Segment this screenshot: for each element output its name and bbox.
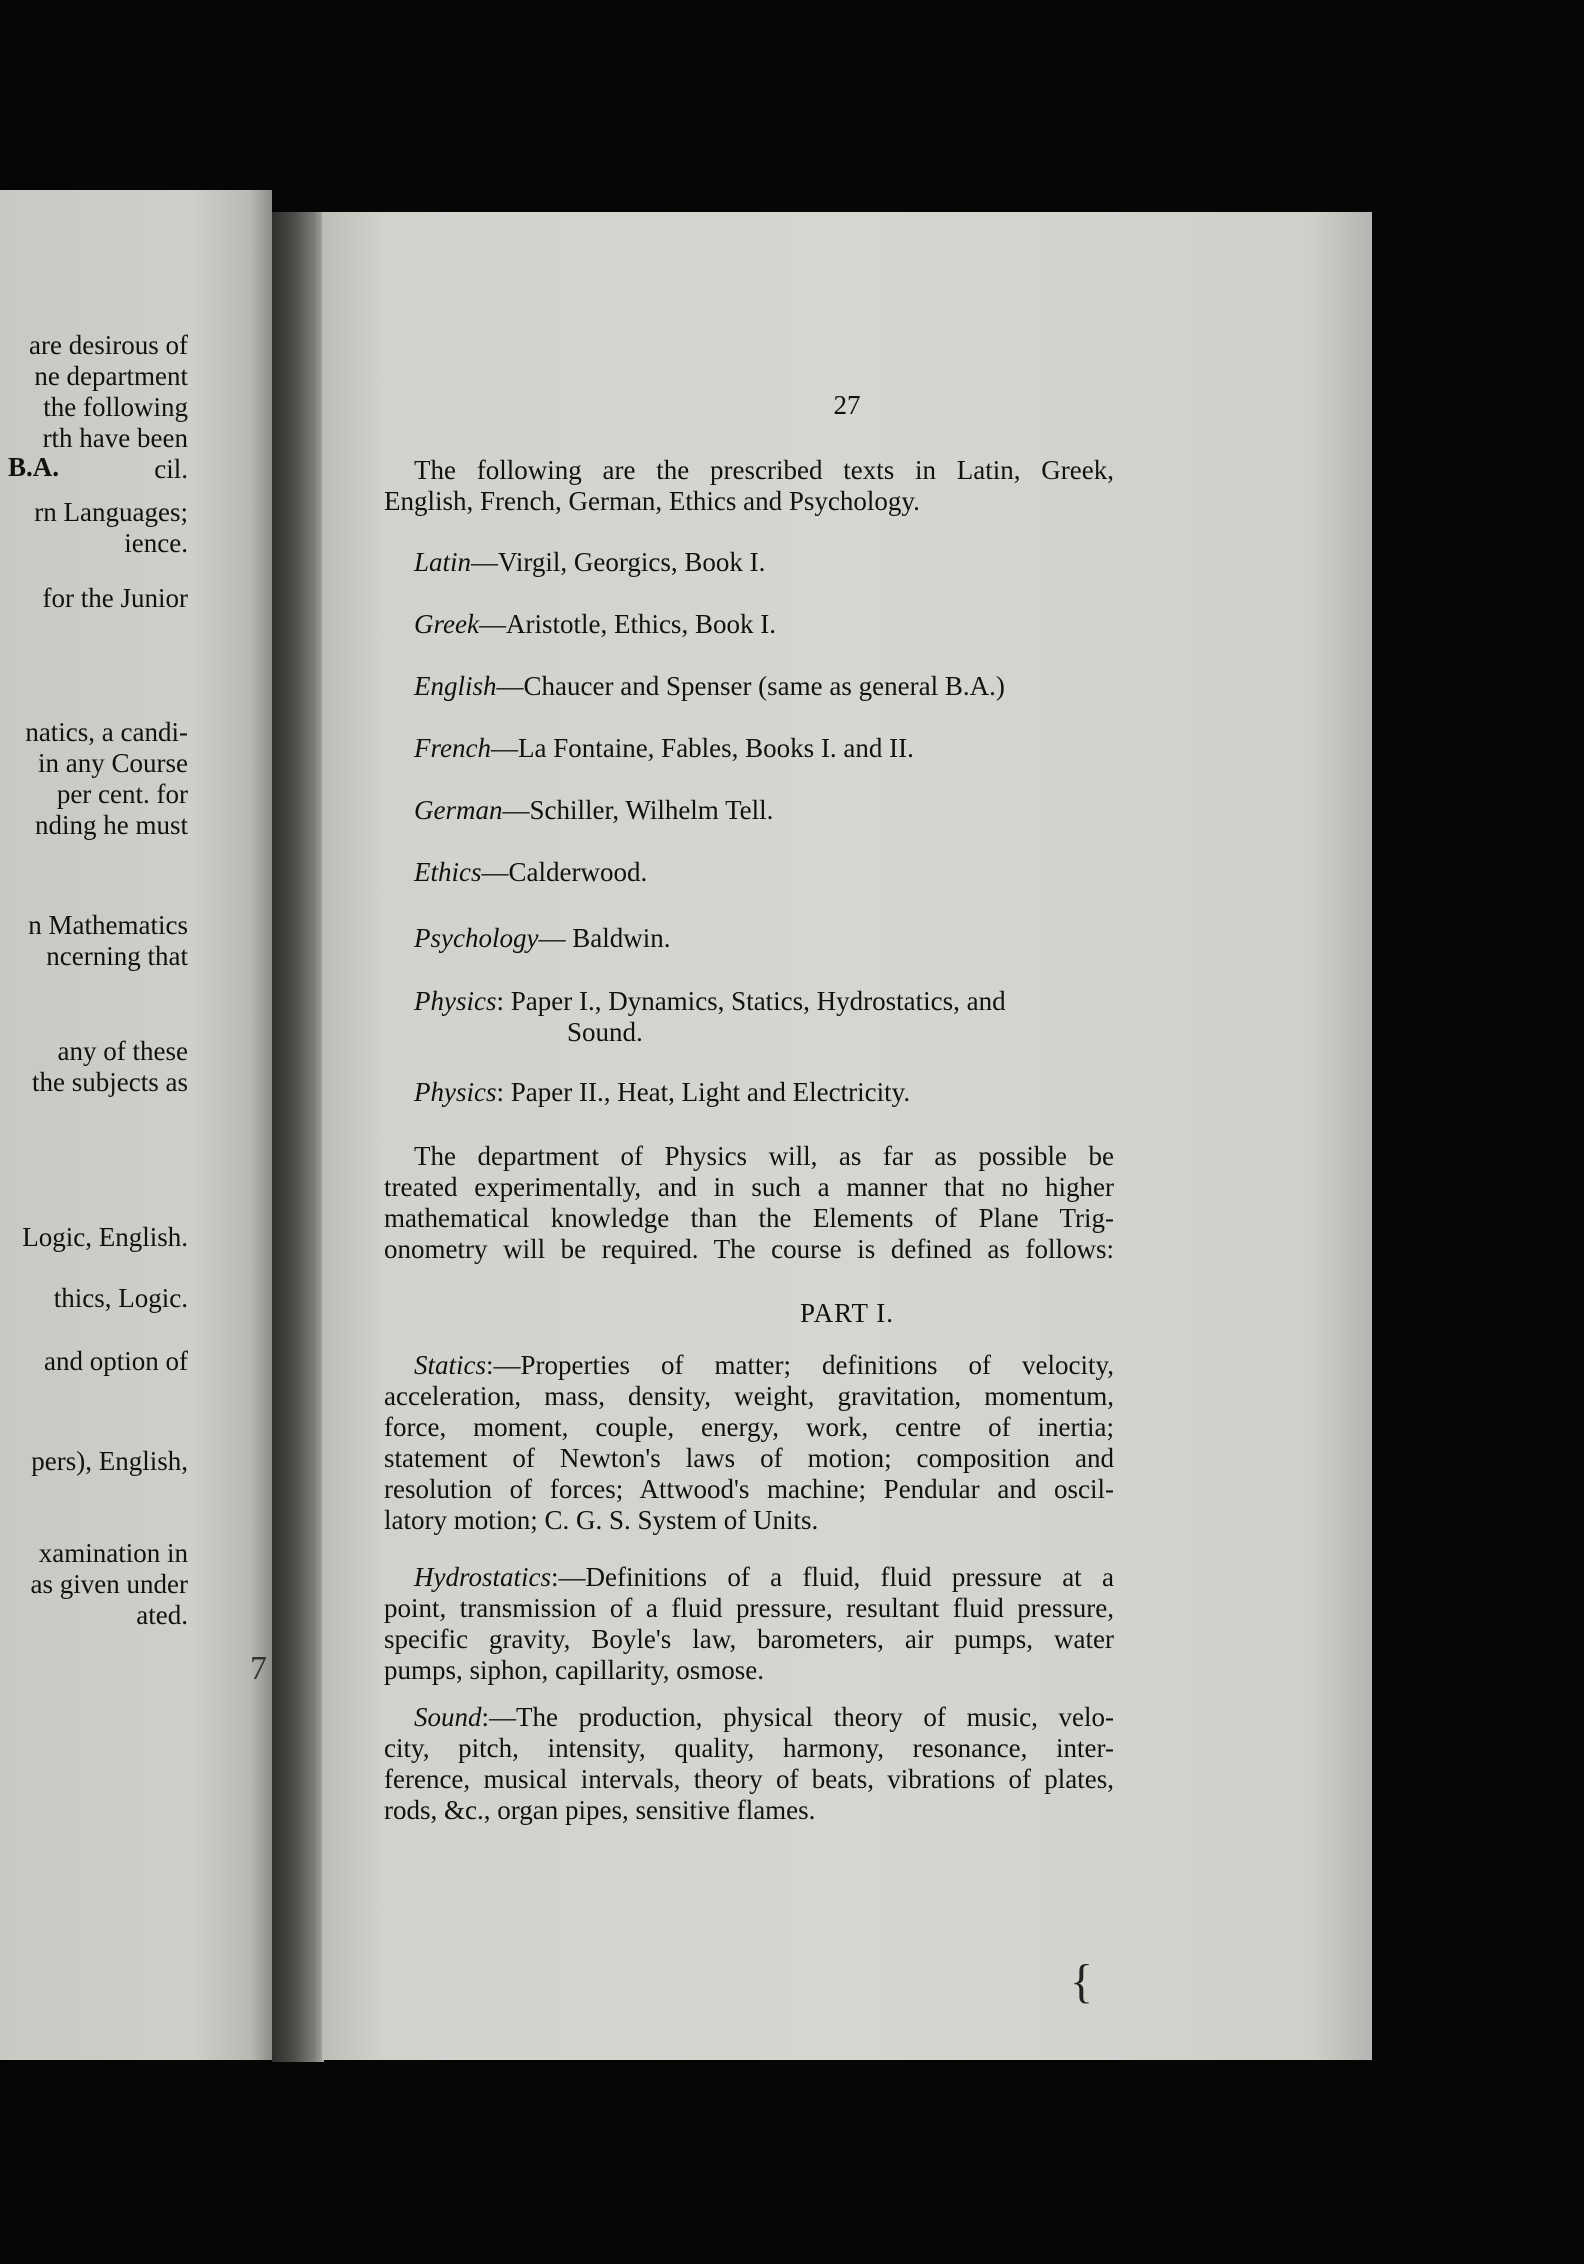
intro-line: English, French, German, Ethics and Psychology. (384, 486, 920, 516)
statics-line: force, moment, couple, energy, work, centre of inertia; (384, 1412, 1114, 1442)
left-page-paragraph (44, 1346, 188, 1377)
physics-paper-1-cont: Sound. (567, 1017, 643, 1047)
sound-text: :—The production, physical theory of music, velo- (481, 1702, 1114, 1732)
department-line: The department of Physics will, as far as possible be (414, 1141, 1114, 1171)
text-work: Chaucer and Spenser (same as general B.A.) (523, 671, 1005, 701)
left-page-line: for the Junior (42, 583, 188, 613)
left-page-line: ncerning that (46, 941, 188, 971)
page-squiggle-mark: { (1070, 1955, 1094, 2008)
left-page-paragraph (28, 910, 188, 972)
sound-line: city, pitch, intensity, quality, harmony, resonance, inter- (384, 1733, 1114, 1763)
subject-label: Physics (414, 986, 497, 1016)
sound-line: ference, musical intervals, theory of beats, vibrations of plates, (384, 1764, 1114, 1794)
department-line: onometry will be required. The course is defined as follows: (384, 1234, 1114, 1264)
sound-line (414, 1702, 1114, 1733)
text-entry-ethics (414, 857, 647, 888)
separator: — (490, 733, 518, 763)
left-page-paragraph (29, 330, 188, 485)
left-page-line: rn Languages; (34, 497, 188, 527)
section-label: Sound (414, 1702, 482, 1732)
physics-paper-1 (414, 986, 1006, 1017)
statics-line: resolution of forces; Attwood's machine; Pendular and oscil- (384, 1474, 1114, 1504)
separator: — (481, 857, 509, 887)
book-gutter (272, 212, 324, 2062)
section-label: Hydrostatics (414, 1562, 551, 1592)
text-entry-english (414, 671, 1005, 702)
left-page-line: ated. (136, 1600, 188, 1630)
separator: — (496, 671, 524, 701)
text-work: Baldwin. (572, 923, 671, 953)
text-entry-german (414, 795, 773, 826)
section-label: Statics (414, 1350, 486, 1380)
text-entry-french (414, 733, 914, 764)
physics-paper-1-text: : Paper I., Dynamics, Statics, Hydrostatics, and (496, 986, 1006, 1016)
left-page-line: natics, a candi- (25, 717, 188, 747)
subject-label: Ethics (414, 857, 482, 887)
left-page-line: ne department (34, 361, 188, 391)
left-page-line: in any Course (38, 748, 188, 778)
left-page-paragraph (31, 1538, 188, 1631)
left-page-paragraph (34, 497, 188, 559)
text-work: Schiller, Wilhelm Tell. (529, 795, 774, 825)
hydrostatics-line: specific gravity, Boyle's law, barometers, air pumps, water (384, 1624, 1114, 1654)
left-page-paragraph (25, 717, 188, 841)
left-page (0, 190, 272, 2060)
left-page-line: nding he must (35, 810, 188, 840)
statics-text: :—Properties of matter; definitions of velocity, (486, 1350, 1114, 1380)
sound-line: rods, &c., organ pipes, sensitive flames. (384, 1795, 816, 1825)
subject-label: German (414, 795, 503, 825)
text-entry-latin (414, 547, 765, 578)
department-line: treated experimentally, and in such a manner that no higher (384, 1172, 1114, 1202)
separator: — (502, 795, 530, 825)
statics-line (414, 1350, 1114, 1381)
left-page-paragraph (54, 1283, 188, 1314)
left-page-line: any of these (57, 1036, 188, 1066)
hydrostatics-line: point, transmission of a fluid pressure, resultant fluid pressure, (384, 1593, 1114, 1623)
left-page-line: cil. (154, 454, 188, 484)
text-work: La Fontaine, Fables, Books I. and II. (517, 733, 914, 763)
text-work: Aristotle, Ethics, Book I. (505, 609, 776, 639)
left-page-line: Logic, English. (22, 1222, 188, 1252)
left-page-paragraph (22, 1222, 188, 1253)
physics-paper-2 (414, 1077, 910, 1108)
left-page-line: as given under (30, 1569, 188, 1599)
hydrostatics-line: pumps, siphon, capillarity, osmose. (384, 1655, 764, 1685)
left-page-line: the subjects as (32, 1067, 188, 1097)
left-page-line: xamination in (38, 1538, 188, 1568)
page-number: 27 (833, 390, 861, 420)
separator: — (478, 609, 506, 639)
text-work: Virgil, Georgics, Book I. (498, 547, 766, 577)
text-entry-psychology (414, 923, 670, 954)
right-page (250, 212, 1372, 2060)
hydrostatics-line (414, 1562, 1114, 1593)
part-heading: PART I. (800, 1298, 894, 1328)
statics-line: latory motion; C. G. S. System of Units. (384, 1505, 819, 1535)
statics-line: acceleration, mass, density, weight, gravitation, momentum, (384, 1381, 1114, 1411)
separator: — (538, 923, 573, 953)
left-page-line: pers), English, (31, 1446, 188, 1476)
hydrostatics-text: :—Definitions of a fluid, fluid pressure at a (551, 1562, 1114, 1592)
left-page-line: per cent. for (56, 779, 188, 809)
subject-label: Physics (414, 1077, 497, 1107)
left-page-line: are desirous of (29, 330, 188, 360)
left-page-line: and option of (44, 1346, 188, 1376)
left-page-heading: B.A. (8, 452, 60, 482)
left-page-paragraph (32, 1036, 188, 1098)
physics-paper-2-text: : Paper II., Heat, Light and Electricity. (496, 1077, 911, 1107)
subject-label: Psychology (414, 923, 539, 953)
left-page-line: the following (43, 392, 188, 422)
margin-pencil-mark: 7 (250, 1650, 267, 1687)
statics-line: statement of Newton's laws of motion; composition and (384, 1443, 1114, 1473)
text-entry-greek (414, 609, 776, 640)
left-page-line: thics, Logic. (53, 1283, 188, 1313)
separator: — (471, 547, 499, 577)
department-line: mathematical knowledge than the Elements of Plane Trig- (384, 1203, 1114, 1233)
left-page-line: rth have been (42, 423, 188, 453)
text-work: Calderwood. (508, 857, 648, 887)
intro-line: The following are the prescribed texts in Latin, Greek, (414, 455, 1114, 485)
left-page-line: n Mathematics (28, 910, 188, 940)
left-page-paragraph (31, 1446, 188, 1477)
left-page-paragraph (43, 583, 188, 614)
subject-label: Latin (414, 547, 472, 577)
subject-label: Greek (414, 609, 479, 639)
subject-label: French (414, 733, 491, 763)
left-page-line: ience. (124, 528, 188, 558)
subject-label: English (414, 671, 497, 701)
